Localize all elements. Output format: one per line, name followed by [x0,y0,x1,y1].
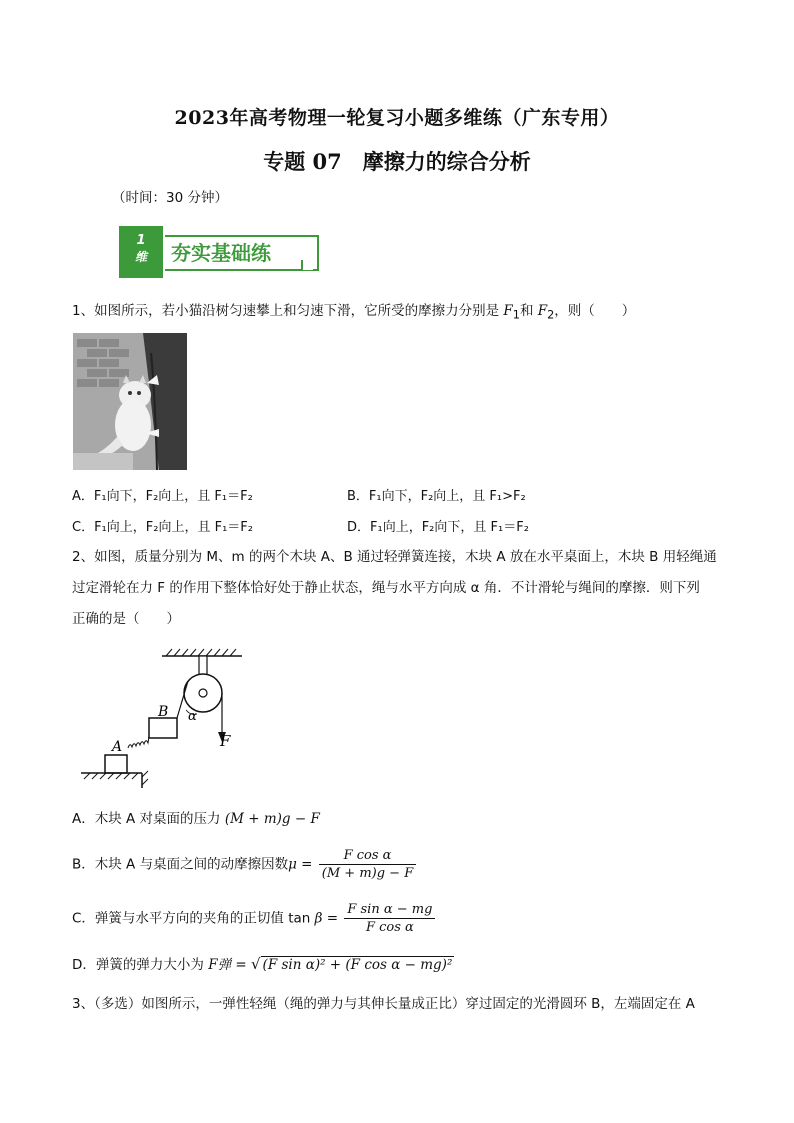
document-title: 2023年高考物理一轮复习小题多维练（广东专用） [174,107,620,129]
q2-option-c-denominator: F cos α [365,920,414,935]
q2-option-c-numerator: F sin α − mg [344,901,435,919]
q1-option-c-label: C． [72,520,95,535]
q2-option-c-lhs: β = [314,910,339,927]
section-tab-number: 1 [136,233,146,248]
q2-stem-line2: 过定滑轮在力 F 的作用下整体恰好处于静止状态，绳与水平方向成 α 角．不计滑轮与绳间的摩擦．则下列 [72,580,700,596]
q1-option-c-text: F₁向上，F₂向上，且 F₁＝F₂ [94,520,253,535]
q2-option-a[interactable] [72,809,320,829]
label-block-a: A [112,739,123,755]
time-limit: （时间：30 分钟） [112,190,228,206]
section-tab [119,226,163,278]
q1-option-a-text: F₁向下，F₂向上，且 F₁＝F₂ [93,489,253,504]
q2-option-c-fraction [344,901,435,936]
q2-option-a-formula: (M + m)g − F [224,811,320,827]
q1-option-b-text: F₁向下，F₂向上，且 F₁>F₂ [368,489,526,504]
q2-option-b-numerator: F cos α [319,847,416,865]
section-banner [119,226,315,278]
q2-option-b-lhs: μ = [288,856,313,873]
label-block-b: B [158,704,169,720]
q2-option-b[interactable] [72,847,416,882]
q2-option-a-text: A．木块 A 对桌面的压力 [72,811,221,827]
q2-option-d[interactable] [72,954,454,975]
q1-stem [72,301,635,326]
q2-option-b-fraction [319,847,416,882]
q3-stem-line1: 3、（多选）如图所示，一弹性轻绳（绳的弹力与其伸长量成正比）穿过固定的光滑圆环 B，左端固定在 A [72,996,695,1012]
topic-title: 专题 07 摩擦力的综合分析 [263,149,531,174]
q1-f2-sub: 2 [547,308,555,322]
pulley-spring-diagram [76,648,246,788]
q1-option-b[interactable] [347,485,526,504]
q1-option-b-label: B． [347,489,369,504]
q1-option-a[interactable] [72,485,253,504]
q1-option-d-text: F₁向上，F₂向下，且 F₁＝F₂ [370,520,529,535]
label-alpha: α [188,709,197,724]
q1-option-a-label: A． [72,489,94,504]
q1-option-d[interactable] [347,516,529,535]
q1-f1-sub: 1 [512,308,520,322]
section-corner-decoration [301,260,313,270]
section-label: 夯实基础练 [165,235,319,271]
q2-diagram [76,648,246,788]
label-force-f: F [220,732,231,750]
q2-option-c-text: C．弹簧与水平方向的夹角的正切值 tan [72,910,311,927]
q2-option-b-text: B．木块 A 与桌面之间的动摩擦因数 [72,856,289,873]
q2-option-d-formula: (F sin α)² + (F cos α − mg)² [262,957,453,973]
q2-option-c[interactable] [72,901,435,936]
section-tab-text: 维 [134,250,147,264]
q2-option-b-denominator: (M + m)g − F [321,866,414,881]
q1-f1: F [503,303,513,319]
q1-option-c[interactable] [72,516,253,535]
q2-stem-line3: 正确的是（ ） [72,611,180,627]
q2-stem-line1: 2、如图，质量分别为 M、m 的两个木块 A、B 通过轻弹簧连接，木块 A 放在水平桌面上，木块 B 用轻绳通 [72,549,717,565]
q1-f2: F [537,303,548,319]
q1-and: 和 [519,303,538,319]
cat-photo [73,333,187,470]
q2-option-d-lhs: F弹 = [208,957,247,973]
q1-stem-part1: 1、如图所示，若小猫沿树匀速攀上和匀速下滑，它所受的摩擦力分别是 [72,303,504,319]
q1-stem-part2: ，则（ ） [554,303,636,319]
q2-option-d-text: D．弹簧的弹力大小为 [72,957,204,973]
q1-option-d-label: D． [347,520,371,535]
sqrt-icon: √ [250,955,261,973]
cat-photo-illustration [73,333,187,470]
